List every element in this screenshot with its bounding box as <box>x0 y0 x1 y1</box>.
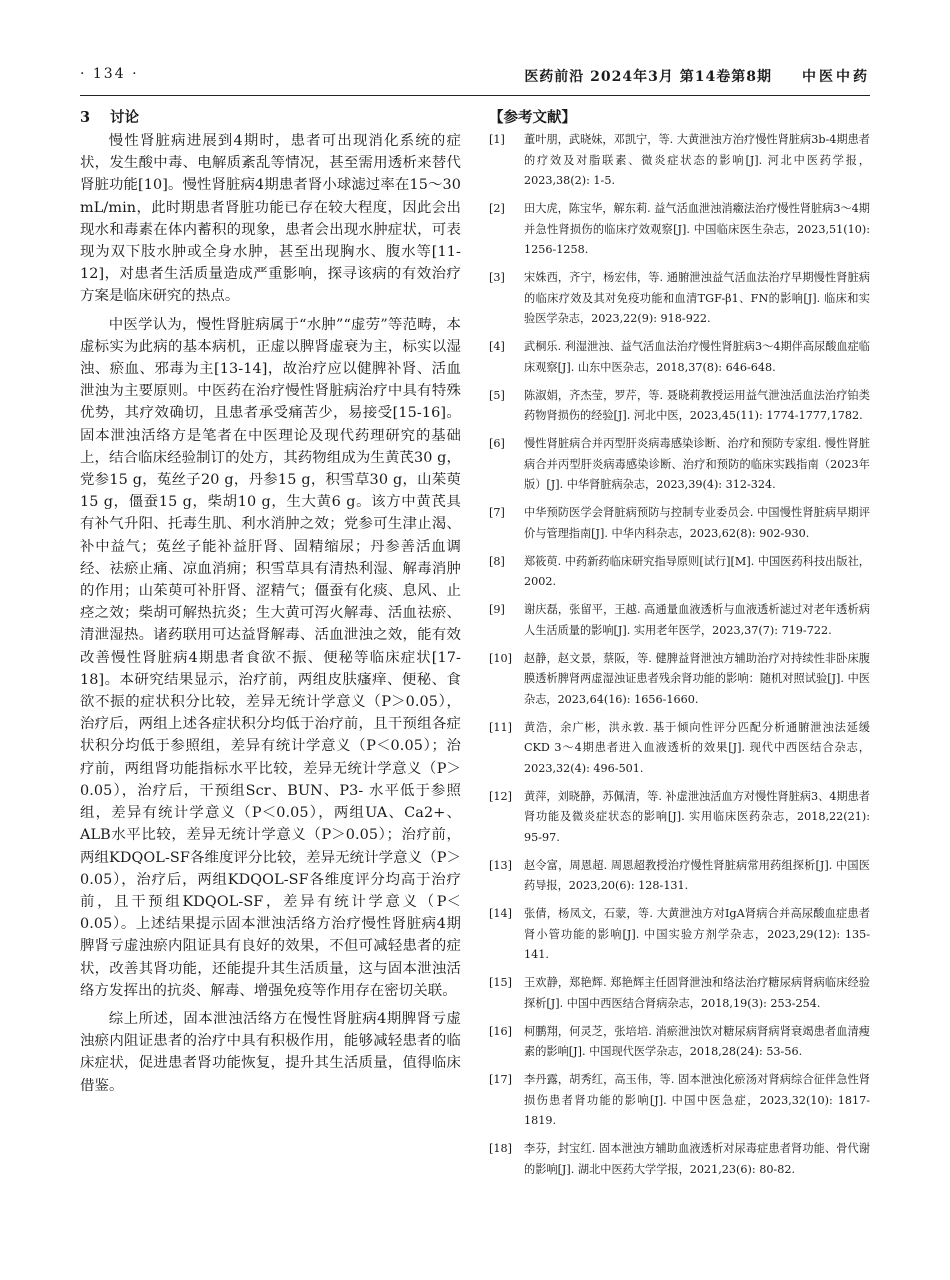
section-title: 讨论 <box>110 109 139 126</box>
reference-item <box>489 973 870 1014</box>
reference-number: [10] <box>489 651 512 665</box>
reference-text: 赵静，赵文景，蔡阪，等. 健脾益肾泄浊方辅助治疗对持续性非卧床腹膜透析脾肾两虚湿浊证患者残余肾功能的影响：随机对照试验[J]. 中医杂志，2023,64(16): 1656-1660. <box>524 651 870 706</box>
reference-text: 慢性肾脏病合并丙型肝炎病毒感染诊断、治疗和预防专家组. 慢性肾脏病合并丙型肝炎病毒感染诊断、治疗和预防的临床实践指南（2023年版）[J]. 中华肾脏病杂志，2023,39(4): 312-324. <box>524 437 870 491</box>
reference-item <box>489 904 870 966</box>
reference-item <box>489 718 870 780</box>
reference-text: 中华预防医学会肾脏病预防与控制专业委员会. 中国慢性肾脏病早期评价与管理指南[J]. 中华内科杂志，2023,62(8): 902-930. <box>524 506 870 540</box>
reference-text: 李丹露，胡秀红，高玉伟，等. 固本泄浊化瘀汤对肾病综合征伴急性肾损伤患者肾功能的影响[J]. 中国中医急症，2023,32(10): 1817-1819. <box>524 1073 870 1127</box>
reference-item <box>489 503 870 544</box>
reference-item <box>489 268 870 330</box>
reference-text: 宋姝西，齐宁，杨宏伟，等. 通腑泄浊益气活血法治疗早期慢性肾脏病的临床疗效及其对免疫功能和血清TGF-β1、FN的影响[J]. 临床和实验医学杂志，2023,22(9): 918-922. <box>524 271 870 325</box>
section-heading <box>80 108 461 130</box>
discussion-paragraph-1: 慢性肾脏病进展到4期时，患者可出现消化系统的症状，发生酸中毒、电解质紊乱等情况，甚至需用透析来替代肾脏功能[10]。慢性肾脏病4期患者肾小球滤过率在15～30 mL/min，此时期患者肾脏功能已存在较大程度，因此会出现水和毒素在体内蓄积的现象，患者会出现水肿症状，可表现为双下肢水肿或全身水肿，甚至出现胸水、腹水等[11-12]，对患者生活质量造成严重影响，探寻该病的有效治疗方案是临床研究的热点。 <box>80 133 461 305</box>
page-number: · 134 · <box>80 66 139 82</box>
reference-number: [14] <box>489 907 512 920</box>
running-header <box>80 60 870 96</box>
reference-number: [6] <box>489 437 505 450</box>
reference-text: 柯鹏翔，何灵芝，张培培. 消瘀泄浊饮对糖尿病肾病肾衰竭患者血清瘦素的影响[J]. 中国现代医学杂志，2018,28(24): 53-56. <box>524 1024 870 1058</box>
reference-number: [11] <box>489 720 512 734</box>
reference-item <box>489 787 870 849</box>
reference-item <box>489 1139 870 1180</box>
reference-item <box>489 337 870 378</box>
reference-number: [4] <box>489 340 505 353</box>
reference-text: 黄浩，余广彬，洪永敦. 基于倾向性评分匹配分析通腑泄浊法延缓CKD 3～4期患者进入血液透析的效果[J]. 现代中西医结合杂志，2023,32(4): 496-501. <box>524 720 870 775</box>
reference-text: 王欢静，郑艳辉. 郑艳辉主任固肾泄浊和络法治疗糖尿病肾病临床经验探析[J]. 中国中西医结合肾病杂志，2018,19(3): 253-254. <box>524 976 870 1010</box>
reference-number: [16] <box>489 1024 512 1038</box>
reference-item <box>489 600 870 641</box>
journal-title: 医药前沿 2024年3月 第14卷第8期 <box>524 69 772 85</box>
reference-number: [7] <box>489 506 505 519</box>
reference-number: [18] <box>489 1142 512 1155</box>
section-number: 3 <box>80 109 91 126</box>
reference-number: [1] <box>489 133 505 146</box>
reference-item <box>489 856 870 897</box>
reference-text: 董叶朋，武晓妹，邓凯宁，等. 大黄泄浊方治疗慢性肾脏病3b-4期患者的疗效及对脂联素、微炎症状态的影响[J]. 河北中医药学报，2023,38(2): 1-5. <box>524 133 870 187</box>
reference-text: 武桐乐. 利湿泄浊、益气活血法治疗慢性肾脏病3～4期伴高尿酸血症临床观察[J]. 山东中医杂志，2018,37(8): 646-648. <box>524 340 870 374</box>
reference-number: [5] <box>489 388 505 402</box>
reference-item <box>489 130 870 192</box>
discussion-paragraph-3: 综上所述，固本泄浊活络方在慢性肾脏病4期脾肾亏虚浊瘀内阻证患者的治疗中具有积极作用，能够减轻患者的临床症状，促进患者肾功能恢复，提升其生活质量，值得临床借鉴。 <box>80 1010 461 1094</box>
reference-number: [17] <box>489 1073 512 1086</box>
reference-item <box>489 552 870 593</box>
reference-number: [8] <box>489 554 505 568</box>
reference-number: [13] <box>489 858 512 872</box>
reference-item <box>489 649 870 711</box>
reference-number: [9] <box>489 603 505 616</box>
journal-category: 中医中药 <box>802 69 870 85</box>
reference-number: [2] <box>489 202 505 215</box>
reference-text: 谢庆磊，张留平，王越. 高通量血液透析与血液透析滤过对老年透析病人生活质量的影响[J]. 实用老年医学，2023,37(7): 719-722. <box>524 603 870 637</box>
reference-text: 李芬，封宝红. 固本泄浊方辅助血液透析对尿毒症患者肾功能、骨代谢的影响[J]. 湖北中医药大学学报，2021,23(6): 80-82. <box>524 1142 870 1176</box>
reference-text: 黄萍，刘晓静，苏佩清，等. 补虚泄浊活血方对慢性肾脏病3、4期患者肾功能及微炎症状态的影响[J]. 实用临床医药杂志，2018,22(21): 95-97. <box>524 789 870 844</box>
reference-text: 赵令富，周恩超. 周恩超教授治疗慢性肾脏病常用药组探析[J]. 中国医药导报，2023,20(6): 128-131. <box>524 858 870 892</box>
reference-text: 郑筱萸. 中药新药临床研究指导原则[试行][M]. 中国医药科技出版社，2002. <box>524 554 870 588</box>
reference-item <box>489 434 870 496</box>
reference-number: [15] <box>489 976 512 989</box>
discussion-column <box>80 108 461 1097</box>
reference-number: [3] <box>489 271 505 284</box>
reference-text: 田大虎，陈宝华，解东莉. 益气活血泄浊消癥法治疗慢性肾脏病3～4期并急性肾损伤的临床疗效观察[J]. 中国临床医生杂志，2023,51(10): 1256-1258. <box>524 202 870 256</box>
reference-text: 陈淑娟，齐杰莹，罗芹，等. 聂晓莉教授运用益气泄浊活血法治疗铂类药物肾损伤的经验[J]. 河北中医，2023,45(11): 1774-1777,1782. <box>524 388 870 422</box>
reference-item <box>489 199 870 261</box>
reference-item <box>489 386 870 427</box>
reference-item <box>489 1070 870 1132</box>
references-heading: 【参考文献】 <box>489 110 576 126</box>
reference-text: 张倩，杨凤文，石蒙，等. 大黄泄浊方对IgA肾病合并高尿酸血症患者肾小管功能的影响[J]. 中国实验方剂学杂志，2023,29(12): 135-141. <box>524 907 870 961</box>
discussion-paragraph-2: 中医学认为，慢性肾脏病属于“水肿”“虚劳”等范畴，本虚标实为此病的基本病机，正虚以脾肾虚衰为主，标实以湿浊、瘀血、邪毒为主[13-14]，故治疗应以健脾补肾、活血泄浊为主要原则。中医药在治疗慢性肾脏病治疗中具有特殊优势，其疗效确切，且患者承受痛苦少，易接受[15-16]。固本泄浊活络方是笔者在中医理论及现代药理研究的基础上，结合临床经验制订的处方，其药物组成为生黄芪30 g，党参15 g，菟丝子20 g，丹参15 g，积雪草30 g，山茱萸15 g，僵蚕15 g，柴胡10 g，生大黄6 g。该方中黄芪具有补气升阳、托毒生肌、利水消肿之效；党参可生津止渴、补中益气；菟丝子能补益肝肾、固精缩尿；丹参善活血调经、祛瘀止痛、凉血消痈；积雪草具有清热利湿、解毒消肿的作用；山茱萸可补肝肾、涩精气；僵蚕有化痰、息风、止痉之效；柴胡可解热抗炎；生大黄可泻火解毒、活血祛瘀、清泄湿热。诸药联用可达益肾解毒、活血泄浊之效，能有效改善慢性肾脏病4期患者食欲不振、便秘等临床症状[17-18]。本研究结果显示，治疗前，两组皮肤瘙痒、便秘、食欲不振的症状积分比较，差异无统计学意义（P＞0.05），治疗后，两组上述各症状积分均低于治疗前，且干预组各症状积分均低于参照组，差异有统计学意义（P＜0.05）；治疗前，两组肾功能指标水平比较，差异无统计学意义（P＞0.05），治疗后，干预组Scr、BUN、P3- 水平低于参照组，差异有统计学意义（P＜0.05），两组UA、Ca2+、ALB水平比较，差异无统计学意义（P＞0.05）；治疗前，两组KDQOL-SF各维度评分比较，差异无统计学意义（P＞0.05），治疗后，两组KDQOL-SF各维度评分均高于治疗前，且干预组KDQOL-SF，差异有统计学意义（P＜0.05）。上述结果提示固本泄浊活络方治疗慢性肾脏病4期脾肾亏虚浊瘀内阻证具有良好的效果，不但可减轻患者的症状，改善其肾功能，还能提升其生活质量，这与固本泄浊活络方发挥出的抗炎、解毒、增强免疫等作用存在密切关联。 <box>80 316 461 999</box>
references-column <box>489 108 870 1188</box>
reference-item <box>489 1022 870 1063</box>
reference-list <box>489 130 870 1180</box>
reference-number: [12] <box>489 789 512 803</box>
